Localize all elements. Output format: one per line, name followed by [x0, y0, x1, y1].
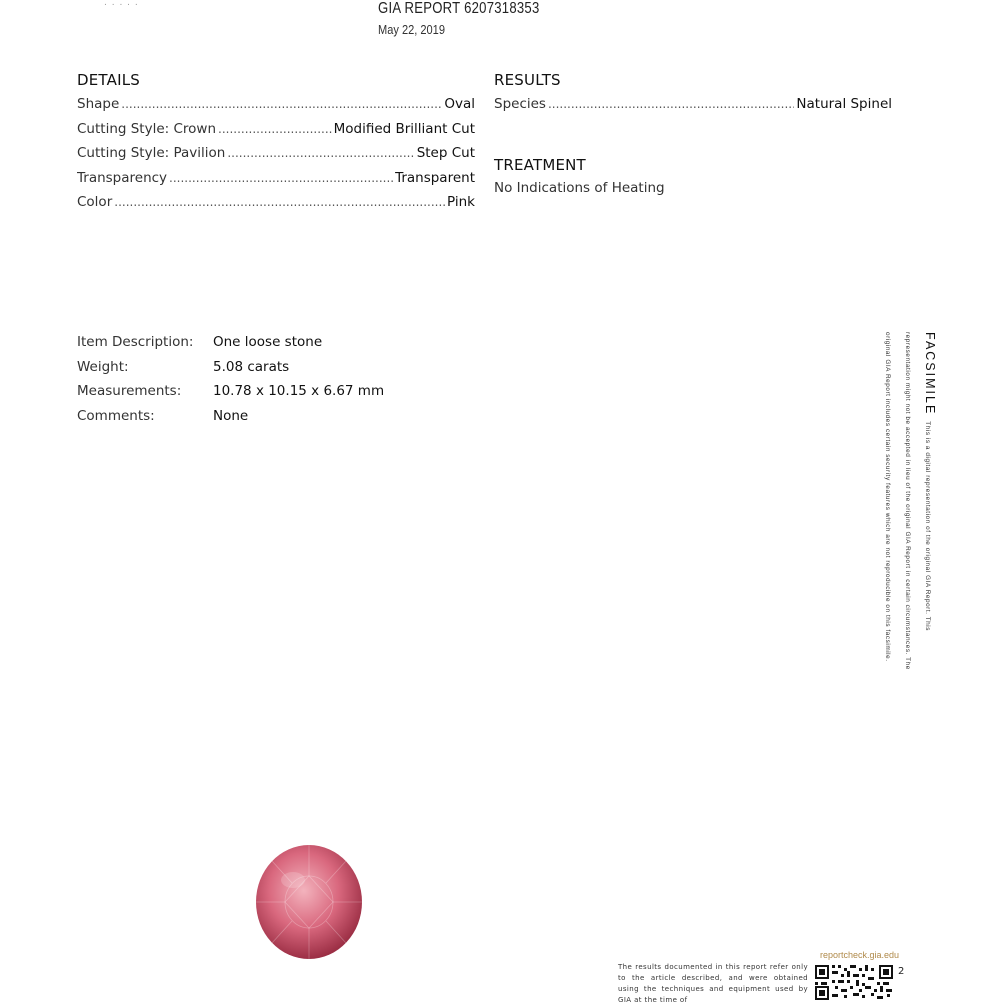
- gemstone-image: [255, 844, 363, 960]
- detail-label: Transparency: [77, 169, 168, 186]
- item-row-weight: [77, 355, 384, 380]
- item-info-table: [77, 330, 384, 428]
- reportcheck-link[interactable]: reportcheck.gia.edu: [820, 950, 900, 960]
- dot-leader: [218, 122, 332, 136]
- item-row-measurements: [77, 379, 384, 404]
- qr-code-icon[interactable]: [815, 965, 893, 1000]
- result-value: Natural Spinel: [796, 96, 892, 112]
- page-number: 2: [898, 966, 905, 977]
- detail-row-shape: [77, 96, 475, 121]
- dot-leader: [114, 195, 445, 209]
- item-label: Measurements:: [77, 383, 182, 400]
- results-list: [494, 96, 892, 121]
- item-label: Comments:: [77, 407, 155, 424]
- details-list: [77, 96, 475, 219]
- detail-value: Step Cut: [416, 145, 475, 162]
- treatment-text: No Indications of Heating: [494, 180, 665, 196]
- detail-label: Cutting Style: Crown: [77, 120, 217, 137]
- detail-value: Transparent: [395, 169, 475, 186]
- report-title: GIA REPORT 6207318353: [378, 0, 540, 17]
- detail-value: Modified Brilliant Cut: [333, 120, 475, 137]
- item-label: Item Description:: [77, 334, 194, 351]
- item-value: None: [213, 407, 249, 424]
- detail-row-cutting-pavilion: [77, 145, 475, 170]
- item-row-comments: [77, 404, 384, 429]
- dot-leader: [121, 97, 442, 111]
- detail-row-color: [77, 194, 475, 219]
- facsimile-text: This is a digital representation of the original GIA Report. This representation might not be accepted in lieu of the original GIA Report in certain circumstances. The original GIA Report includes certain security features which are not reproducible on this facsimile.: [884, 332, 931, 670]
- result-row-species: [494, 96, 892, 121]
- top-edge-marks: . . . . .: [104, 0, 139, 8]
- item-value: One loose stone: [213, 334, 323, 351]
- dot-leader: [169, 171, 393, 185]
- item-value: 5.08 carats: [213, 358, 290, 375]
- detail-label: Color: [77, 194, 113, 211]
- report-date: May 22, 2019: [378, 22, 445, 37]
- gem-glint: [281, 872, 305, 888]
- treatment-heading: TREATMENT: [494, 156, 586, 174]
- footer-disclaimer: The results documented in this report refer only to the article described, and were obtained using the techniques and equipment used by GIA at the time of: [618, 963, 808, 1004]
- dot-leader: [548, 97, 794, 111]
- results-heading: RESULTS: [494, 71, 561, 89]
- result-label: Species: [494, 96, 546, 112]
- item-value: 10.78 x 10.15 x 6.67 mm: [213, 383, 385, 400]
- detail-value: Pink: [447, 194, 475, 211]
- detail-row-cutting-crown: [77, 121, 475, 146]
- item-row-description: [77, 330, 384, 355]
- facsimile-notice: [880, 332, 940, 672]
- item-label: Weight:: [77, 358, 129, 375]
- dot-leader: [227, 146, 414, 160]
- facsimile-heading: FACSIMILE: [923, 332, 937, 416]
- detail-label: Cutting Style: Pavilion: [77, 145, 226, 162]
- detail-label: Shape: [77, 96, 120, 112]
- detail-value: Oval: [444, 96, 475, 112]
- detail-row-transparency: [77, 170, 475, 195]
- details-heading: DETAILS: [77, 71, 140, 89]
